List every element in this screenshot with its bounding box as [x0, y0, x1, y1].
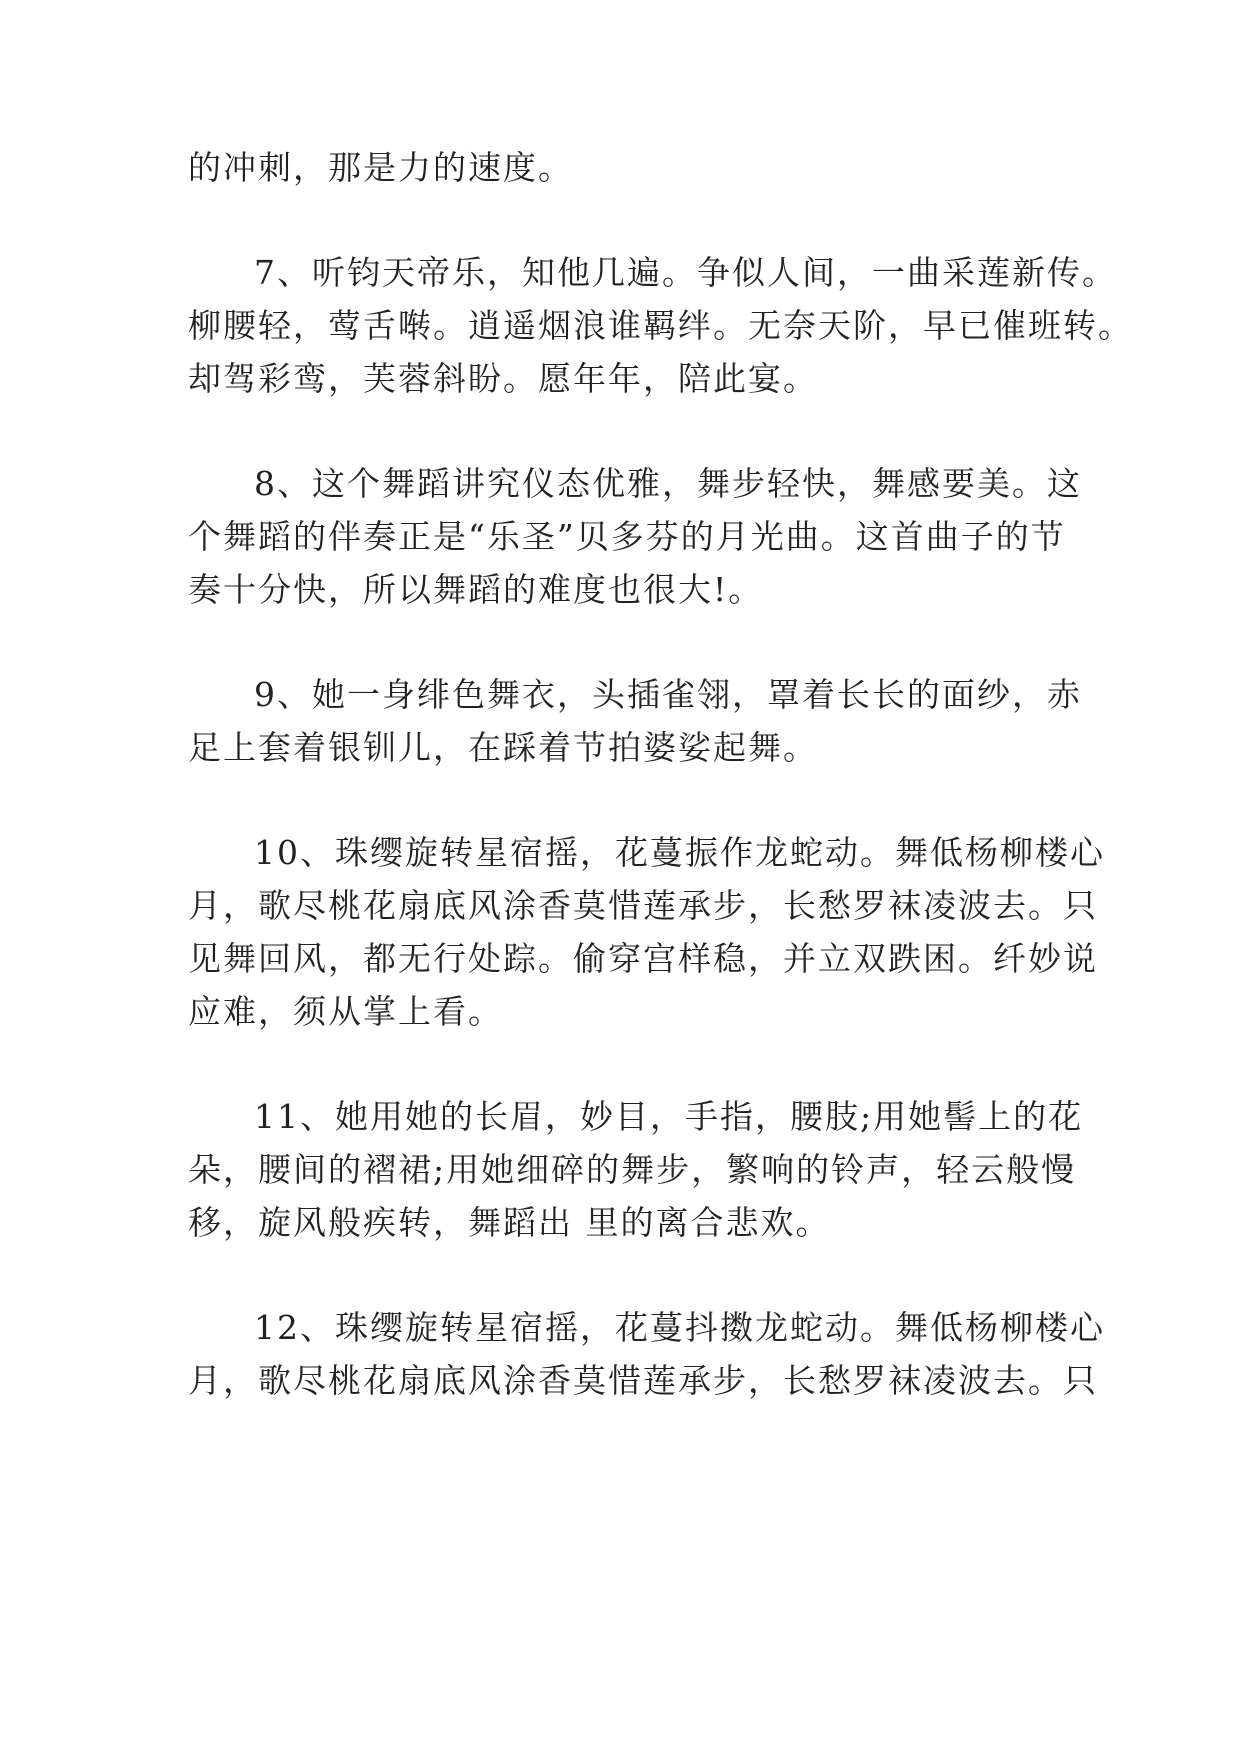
paragraph-10-line-1: 10、珠缨旋转星宿摇，花蔓振作龙蛇动。舞低杨柳楼心 [254, 833, 1105, 872]
paragraph-7-line-3: 却驾彩鸾，芙蓉斜盼。愿年年，陪此宴。 [188, 359, 818, 398]
paragraph-10-line-3: 见舞回风，都无行处踪。偷穿宫样稳，并立双跌困。纤妙说 [188, 939, 1098, 978]
paragraph-11-line-2: 朵，腰间的褶裙;用她细碎的舞步，繁响的铃声，轻云般慢 [188, 1150, 1077, 1189]
paragraph-11-line-1: 11、她用她的长眉，妙目，手指，腰肢;用她髻上的花 [254, 1097, 1084, 1136]
paragraph-10-line-2: 月，歌尽桃花扇底风涂香莫惜莲承步，长愁罗袜凌波去。只 [188, 886, 1098, 925]
paragraph-9-line-1: 9、她一身绯色舞衣，头插雀翎，罩着长长的面纱，赤 [254, 675, 1082, 714]
paragraph-12-line-1: 12、珠缨旋转星宿摇，花蔓抖擞龙蛇动。舞低杨柳楼心 [254, 1308, 1105, 1347]
paragraph-11-line-3: 移，旋风般疾转，舞蹈出 里的离合悲欢。 [188, 1203, 831, 1242]
paragraph-6-line-3: 的冲刺，那是力的速度。 [188, 148, 573, 187]
paragraph-12-line-2: 月，歌尽桃花扇底风涂香莫惜莲承步，长愁罗袜凌波去。只 [188, 1361, 1098, 1400]
paragraph-8-line-1: 8、这个舞蹈讲究仪态优雅，舞步轻快，舞感要美。这 [254, 464, 1082, 503]
paragraph-10-line-4: 应难，须从掌上看。 [188, 992, 503, 1031]
paragraph-9-line-2: 足上套着银钏儿，在踩着节拍婆娑起舞。 [188, 728, 818, 767]
paragraph-8-line-2: 个舞蹈的伴奏正是“乐圣”贝多芬的月光曲。这首曲子的节 [188, 517, 1066, 556]
paragraph-7-line-1: 7、听钧天帝乐，知他几遍。争似人间，一曲采莲新传。 [254, 253, 1117, 292]
paragraph-7-line-2: 柳腰轻，莺舌啭。逍遥烟浪谁羁绊。无奈天阶，早已催班转。 [188, 306, 1133, 345]
paragraph-8-line-3: 奏十分快，所以舞蹈的难度也很大!。 [188, 570, 764, 609]
